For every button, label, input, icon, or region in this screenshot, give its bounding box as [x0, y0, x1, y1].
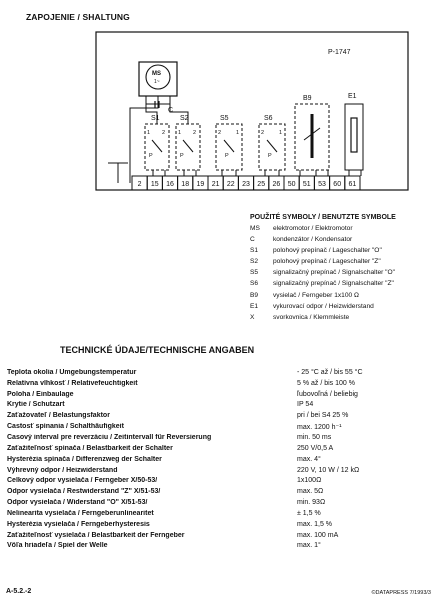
spec-row	[7, 497, 417, 508]
spec-label: Zaťažiteľnosť vysielača / Belastbarkeit der Ferngeber	[7, 531, 185, 539]
svg-text:2: 2	[261, 130, 265, 136]
svg-text:P: P	[180, 153, 184, 159]
spec-row	[7, 519, 417, 530]
spec-row	[7, 465, 417, 476]
spec-row	[7, 508, 417, 519]
svg-text:P: P	[225, 153, 229, 159]
page-title: ZAPOJENIE / SHALTUNG	[26, 12, 130, 22]
terminal-number: 50	[287, 181, 296, 188]
terminal-number: 26	[272, 181, 281, 188]
svg-text:P: P	[149, 153, 153, 159]
terminal-number: 60	[333, 181, 342, 188]
spec-value: 220 V, 10 W / 12 kΩ	[297, 466, 360, 474]
motor-sub: 1~	[154, 79, 160, 85]
legend-symbol: S5	[250, 269, 259, 277]
ground-icon	[108, 163, 130, 183]
spec-label: Relatívna vlhkosť / Relativefeuchtigkeit	[7, 379, 138, 387]
legend-text: vysielač / Ferngeber 1x100 Ω	[273, 291, 359, 299]
spec-label: Odpor vysielača / Restwiderstand "Z" X/51-53/	[7, 488, 161, 496]
spec-value: pri / bei S4 25 %	[297, 412, 349, 420]
legend-row	[250, 303, 430, 314]
svg-text:1: 1	[279, 130, 283, 136]
spec-label: Zaťažovateľ / Belastungsfaktor	[7, 412, 110, 420]
spec-value: max. 4°	[297, 455, 321, 463]
legend-text: polohový prepínač / Lageschalter "Z"	[273, 258, 381, 266]
spec-label: Odpor vysielača / Widerstand "O" X/51-53/	[7, 499, 148, 507]
spec-label: Celkový odpor vysielača / Ferngeber X/50-53/	[7, 477, 158, 485]
legend-symbol: MS	[250, 225, 260, 232]
spec-label: Nelinearita vysielača / Ferngeberunlinearitet	[7, 509, 154, 517]
spec-row	[7, 475, 417, 486]
spec-value: 5 % až / bis 100 %	[297, 379, 355, 387]
spec-row	[7, 486, 417, 497]
diagram-frame	[96, 32, 408, 190]
spec-label: Poloha / Einbaulage	[7, 390, 74, 398]
terminal-number: 23	[242, 181, 250, 188]
legend-symbol: E1	[250, 302, 259, 310]
spec-row	[7, 367, 417, 378]
heater-e1	[345, 104, 363, 170]
legend-symbol: S6	[250, 280, 259, 288]
spec-value: 1x100Ω	[297, 477, 322, 485]
terminal-number: 53	[318, 181, 326, 188]
contact-labels	[147, 130, 282, 159]
spec-row	[7, 432, 417, 443]
svg-text:P: P	[268, 153, 272, 159]
wiring-diagram	[0, 0, 437, 200]
terminal-number: 15	[150, 181, 159, 188]
spec-value: max. 1°	[297, 542, 321, 550]
spec-row	[7, 454, 417, 465]
spec-label: Hysterézia spínača / Differenzweg der Schalter	[7, 455, 162, 463]
terminal-number: 61	[348, 181, 357, 188]
legend-row	[250, 225, 430, 236]
legend-text: svorkovnica / Klemmleiste	[273, 313, 350, 321]
spec-row	[7, 400, 417, 411]
legend-row	[250, 314, 430, 325]
spec-value: ± 1,5 %	[297, 509, 321, 517]
spec-label: Krytie / Schutzart	[7, 401, 65, 409]
motor-symbol	[139, 62, 177, 104]
terminal-strip	[132, 176, 360, 190]
legend-text: vykurovací odpor / Heizwiderstand	[273, 302, 374, 310]
spec-row	[7, 421, 417, 432]
spec-label: Hysterézia vysielača / Ferngeberhysteresis	[7, 520, 150, 528]
terminal-number: 18	[181, 181, 190, 188]
diagram-code: P-1747	[328, 49, 351, 56]
terminal-number: 16	[166, 181, 174, 188]
specs-table	[7, 367, 417, 551]
legend-symbol: S2	[250, 258, 259, 266]
legend-symbol: C	[250, 236, 255, 244]
capacitor-label: C	[168, 107, 174, 114]
label-e1: E1	[348, 93, 357, 100]
terminal-number: 21	[211, 181, 220, 188]
spec-row	[7, 378, 417, 389]
svg-text:1: 1	[147, 130, 151, 136]
motor-label: MS	[152, 71, 161, 77]
spec-label: Časový interval pre reverzáciu / Zeitintervall für Reversierung	[7, 433, 212, 441]
legend-text: signalizačný prepínač / Signalschalter "O"	[273, 269, 395, 277]
legend-symbol: S1	[250, 247, 259, 255]
terminal-number: 51	[302, 181, 311, 188]
svg-text:2: 2	[193, 130, 197, 136]
svg-text:2: 2	[218, 130, 222, 136]
spec-row	[7, 410, 417, 421]
spec-value: ľubovoľná / beliebig	[297, 390, 358, 398]
spec-row	[7, 443, 417, 454]
label-s5: S5	[220, 115, 229, 122]
spec-value: max. 1200 h⁻¹	[297, 423, 342, 431]
label-s1: S1	[151, 115, 160, 122]
legend	[250, 214, 430, 325]
legend-text: signalizačný prepínač / Signalschalter "Z"	[273, 280, 394, 288]
spec-value: max. 5Ω	[297, 488, 324, 496]
legend-row	[250, 280, 430, 291]
svg-text:2: 2	[162, 130, 166, 136]
footer-doc-code: A-5.2.-2	[6, 588, 32, 595]
legend-heading: POUŽITÉ SYMBOLY / BENUTZTE SYMBOLE	[250, 214, 396, 221]
spec-value: 250 V/0,5 A	[297, 444, 334, 452]
spec-row	[7, 530, 417, 541]
legend-text: kondenzátor / Kondensator	[273, 236, 353, 244]
spec-row	[7, 541, 417, 552]
spec-value: max. 1,5 %	[297, 520, 333, 528]
legend-text: elektromotor / Elektromotor	[273, 225, 353, 232]
spec-label: Výhrevný odpor / Heizwiderstand	[7, 466, 118, 474]
spec-value: min. 50 ms	[297, 433, 332, 441]
legend-symbol: X	[250, 313, 255, 321]
spec-label: Vôľa hriadeľa / Spiel der Welle	[7, 542, 108, 550]
legend-text: polohový prepínač / Lageschalter "O"	[273, 247, 382, 255]
spec-row	[7, 389, 417, 400]
legend-row	[250, 258, 430, 269]
label-s2: S2	[180, 115, 189, 122]
spec-value: min. 93Ω	[297, 499, 326, 507]
spec-label: Teplota okolia / Umgebungstemperatur	[7, 368, 137, 376]
legend-row	[250, 269, 430, 280]
terminal-leads	[153, 170, 361, 176]
legend-row	[250, 247, 430, 258]
terminal-number: 22	[226, 181, 235, 188]
spec-label: Častosť spínania / Schalthäufigkeit	[7, 423, 124, 431]
footer-copyright: ©DATAPRESS 7/1993/3	[371, 590, 431, 596]
legend-row	[250, 236, 430, 247]
legend-symbol: B9	[250, 291, 259, 299]
label-b9: B9	[303, 95, 312, 102]
terminal-number: 25	[257, 181, 266, 188]
spec-value: - 25 °C až / bis 55 °C	[297, 368, 363, 376]
specs-title: TECHNICKÉ ÚDAJE/TECHNISCHE ANGABEN	[60, 345, 255, 355]
terminal-number: 2	[137, 181, 142, 188]
legend-row	[250, 292, 430, 303]
spec-value: IP 54	[297, 401, 314, 409]
svg-text:1: 1	[178, 130, 182, 136]
spec-label: Zaťažiteľnosť spínača / Belastbarkeit der Schalter	[7, 444, 173, 452]
svg-text:1: 1	[236, 130, 240, 136]
label-s6: S6	[264, 115, 273, 122]
spec-value: max. 100 mA	[297, 531, 339, 539]
terminal-number: 19	[196, 181, 205, 188]
